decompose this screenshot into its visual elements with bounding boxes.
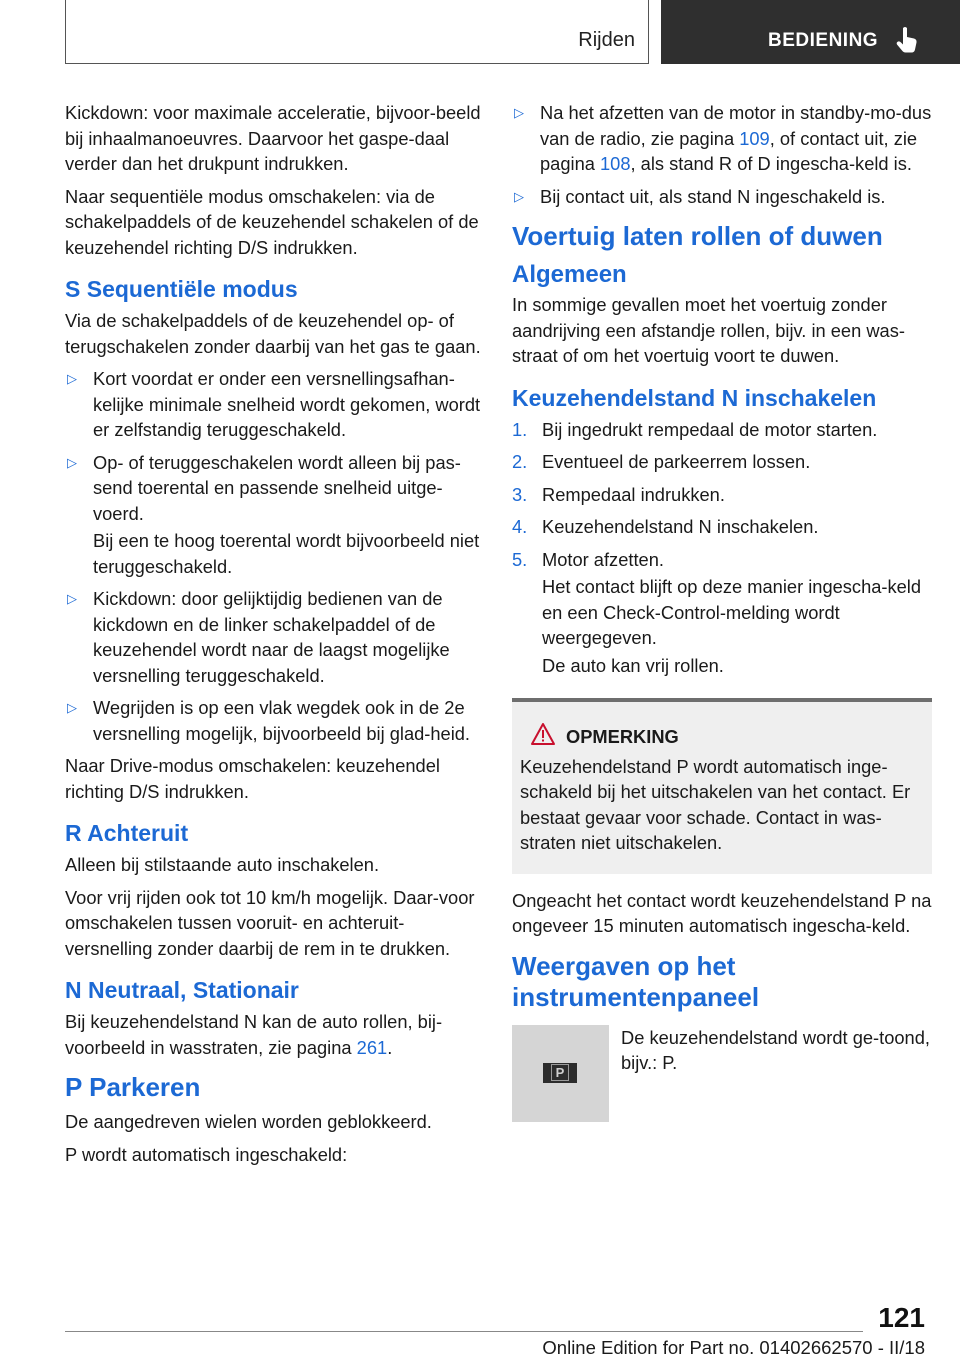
page-link-109[interactable]: 109 xyxy=(739,127,770,149)
list-item: ▷ Kickdown: door gelijktijdig bedienen van de kickdown en de linker schakelpaddel of de keuzehendel wordt naar de laagst mogelijke versnelling teruggeschakeld. xyxy=(67,588,450,686)
kickdown-paragraph: Kickdown: voor maximale acceleratie, bijvoor-beeld bij inhaalmanoeuvres. Daarvoor het gaspe-daal verder dan het drukpunt indrukken. xyxy=(65,102,481,174)
warning-triangle-icon xyxy=(530,722,556,746)
footer-divider xyxy=(65,1331,863,1332)
list-item: 1. Bij ingedrukt rempedaal de motor starten. xyxy=(512,418,878,440)
steps-list xyxy=(512,417,932,679)
display-row xyxy=(512,1025,932,1125)
r-paragraph-1: Alleen bij stilstaande auto inschakelen. xyxy=(65,854,380,875)
header-section-title: Rijden xyxy=(578,29,635,51)
list-item: 2. Eventueel de parkeerrem lossen. xyxy=(512,451,811,472)
page-number: 121 xyxy=(878,1302,925,1333)
n-paragraph: Bij keuzehendelstand N kan de auto rollen, bij-voorbeeld in wasstraten, zie pagina 261. xyxy=(65,1011,443,1058)
s-mode-bullets xyxy=(65,366,485,746)
list-item: ▷ Op- of teruggeschakelen wordt alleen bij pas-send toerental en passende snelheid uitge-voerd. Bij een te hoog toerental wordt bijvoorbeeld niet teruggeschakeld. xyxy=(65,450,485,580)
triangle-bullet-icon: ▷ xyxy=(67,591,77,606)
step-sub-paragraph: De auto kan vrij rollen. xyxy=(542,654,724,676)
sequential-switch-paragraph: Naar sequentiële modus omschakelen: via de schakelpaddels of de keuzehendel schakelen of de keuzehendel richting D/S indrukken. xyxy=(65,185,479,258)
header-chapter-title: BEDIENING xyxy=(768,30,879,51)
triangle-bullet-icon: ▷ xyxy=(514,188,524,204)
rolling-heading: Voertuig laten rollen of duwen xyxy=(512,221,883,251)
p-paragraph-1: De aangedreven wielen worden geblokkeerd. xyxy=(65,1111,432,1132)
r-reverse-heading: R Achteruit xyxy=(65,820,189,846)
footer-edition: Online Edition for Part no. 01402662570 - II/18 xyxy=(542,1337,925,1358)
note-text: Keuzehendelstand P wordt automatisch inge-schakeld bij het uitschakelen van het contact. Er bestaat gevaar voor schade. Contact in was-straten niet uitschakelen. xyxy=(520,755,911,853)
triangle-bullet-icon: ▷ xyxy=(67,700,77,715)
gear-indicator: P xyxy=(543,1063,577,1083)
select-n-heading: Keuzehendelstand N inschakelen xyxy=(512,384,877,411)
list-item: ▷ Kort voordat er onder een versnellingsafhan-kelijke minimale snelheid wordt gekomen, wordt er zelfstandig teruggeschakeld. xyxy=(67,368,481,440)
list-item: 5. Motor afzetten. Het contact blijft op deze manier ingescha-keld en een Check-Control-melding wordt weergegeven. De auto kan vrij rollen. xyxy=(512,547,932,679)
hand-pointer-icon xyxy=(894,26,920,54)
note-title: OPMERKING xyxy=(566,724,924,750)
display-heading: Weergaven op het instrumentenpaneel xyxy=(512,950,760,1012)
right-column xyxy=(512,100,932,1125)
r-paragraph-2: Voor vrij rijden ook tot 10 km/h mogelijk. Daar-voor omschakelen tussen vooruit- en achteruit-versnelling zonder daarbij de rem in te drukken. xyxy=(65,886,475,959)
header-section-tab xyxy=(65,0,649,64)
triangle-bullet-icon: ▷ xyxy=(514,105,524,120)
list-item: ▷ Bij contact uit, als stand N ingeschakeld is. xyxy=(512,184,932,210)
n-neutral-heading: N Neutraal, Stationair xyxy=(65,977,299,1003)
park-bullets xyxy=(512,100,932,209)
list-item: ▷ Wegrijden is op een vlak wegdek ook in de 2e versnelling mogelijk, bijvoorbeeld bij glad-heid. xyxy=(67,697,471,744)
page-link-108[interactable]: 108 xyxy=(599,153,631,174)
list-item: 3. Rempedaal indrukken. xyxy=(512,483,725,505)
triangle-bullet-icon: ▷ xyxy=(67,454,77,470)
p-park-heading: P Parkeren xyxy=(65,1072,201,1102)
general-paragraph: In sommige gevallen moet het voertuig zonder aandrijving een afstandje rollen, bijv. in een was-straat of om het voertuig voort te duwen. xyxy=(512,294,905,366)
list-item: ▷ Na het afzetten van de motor in standby-mo-dus van de radio, zie pagina 109, of contact uit, zie pagina 108, als stand R of D ingescha-keld is. xyxy=(514,102,932,174)
general-heading: Algemeen xyxy=(512,261,627,288)
step-sub-paragraph: Het contact blijft op deze manier ingescha-keld en een Check-Control-melding wordt weergegeven. xyxy=(542,576,922,648)
triangle-bullet-icon: ▷ xyxy=(67,371,77,386)
p-paragraph-2: P wordt automatisch ingeschakeld: xyxy=(65,1143,348,1165)
s-mode-intro: Via de schakelpaddels of de keuzehendel op- of terugschakelen zonder daarbij van het gas te gaan. xyxy=(65,310,481,357)
left-column xyxy=(65,100,485,1174)
s-mode-heading: S Sequentiële modus xyxy=(65,276,298,302)
list-item: 4. Keuzehendelstand N inschakelen. xyxy=(512,516,819,537)
warning-note xyxy=(512,698,932,874)
display-description: De keuzehendelstand wordt ge-toond, bijv.: P. xyxy=(621,1026,930,1073)
drive-mode-paragraph: Naar Drive-modus omschakelen: keuzehendel richting D/S indrukken. xyxy=(65,755,440,802)
auto-p-paragraph: Ongeacht het contact wordt keuzehendelstand P na ongeveer 15 minuten automatisch ingescha-keld. xyxy=(512,889,932,936)
instrument-display-image xyxy=(512,1025,609,1122)
bullet-sub-paragraph: Bij een te hoog toerental wordt bijvoorbeeld niet teruggeschakeld. xyxy=(93,530,480,577)
page-link-261[interactable]: 261 xyxy=(356,1036,388,1058)
